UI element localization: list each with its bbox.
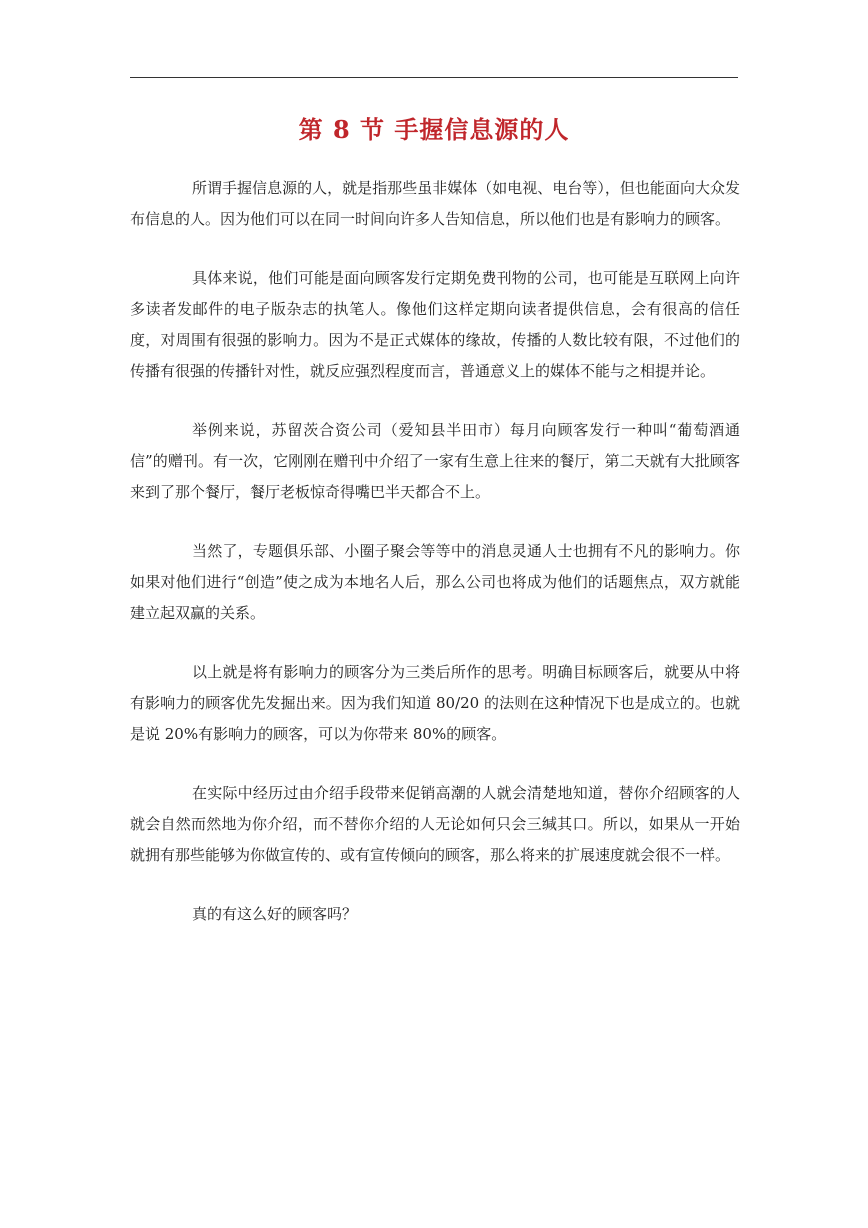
header-rule bbox=[130, 77, 738, 78]
paragraph-2: 具体来说，他们可能是面向顾客发行定期免费刊物的公司，也可能是互联网上向许多读者发邮件的电子版杂志的执笔人。像他们这样定期向读者提供信息，会有很高的信任度，对周围有很强的影响力。因为不是正式媒体的缘故，传播的人数比较有限，不过他们的传播有很强的传播针对性，就反应强烈程度而言，普通意义上的媒体不能与之相提并论。 bbox=[130, 269, 740, 380]
paragraph-1: 所谓手握信息源的人，就是指那些虽非媒体（如电视、电台等），但也能面向大众发布信息的人。因为他们可以在同一时间向许多人告知信息，所以他们也是有影响力的顾客。 bbox=[130, 179, 740, 228]
section-title: 第 8 节 手握信息源的人 bbox=[298, 115, 570, 144]
paragraph-3: 举例来说，苏留茨合资公司（爱知县半田市）每月向顾客发行一种叫“葡萄酒通信”的赠刊。有一次，它刚刚在赠刊中介绍了一家有生意上往来的餐厅，第二天就有大批顾客来到了那个餐厅，餐厅老板惊奇得嘴巴半天都合不上。 bbox=[130, 421, 740, 501]
body-text bbox=[130, 173, 740, 930]
paragraph-4: 当然了，专题俱乐部、小圈子聚会等等中的消息灵通人士也拥有不凡的影响力。你如果对他们进行“创造”使之成为本地名人后，那么公司也将成为他们的话题焦点，双方就能建立起双赢的关系。 bbox=[130, 542, 740, 622]
paragraph-6: 在实际中经历过由介绍手段带来促销高潮的人就会清楚地知道，替你介绍顾客的人就会自然而然地为你介绍，而不替你介绍的人无论如何只会三缄其口。所以，如果从一开始就拥有那些能够为你做宣传的、或有宣传倾向的顾客，那么将来的扩展速度就会很不一样。 bbox=[130, 784, 740, 864]
paragraph-5: 以上就是将有影响力的顾客分为三类后所作的思考。明确目标顾客后，就要从中将有影响力的顾客优先发掘出来。因为我们知道 80/20 的法则在这种情况下也是成立的。也就是说 20%有影响力的顾客，可以为你带来 80%的顾客。 bbox=[130, 663, 740, 743]
paragraph-7: 真的有这么好的顾客吗？ bbox=[192, 905, 358, 923]
